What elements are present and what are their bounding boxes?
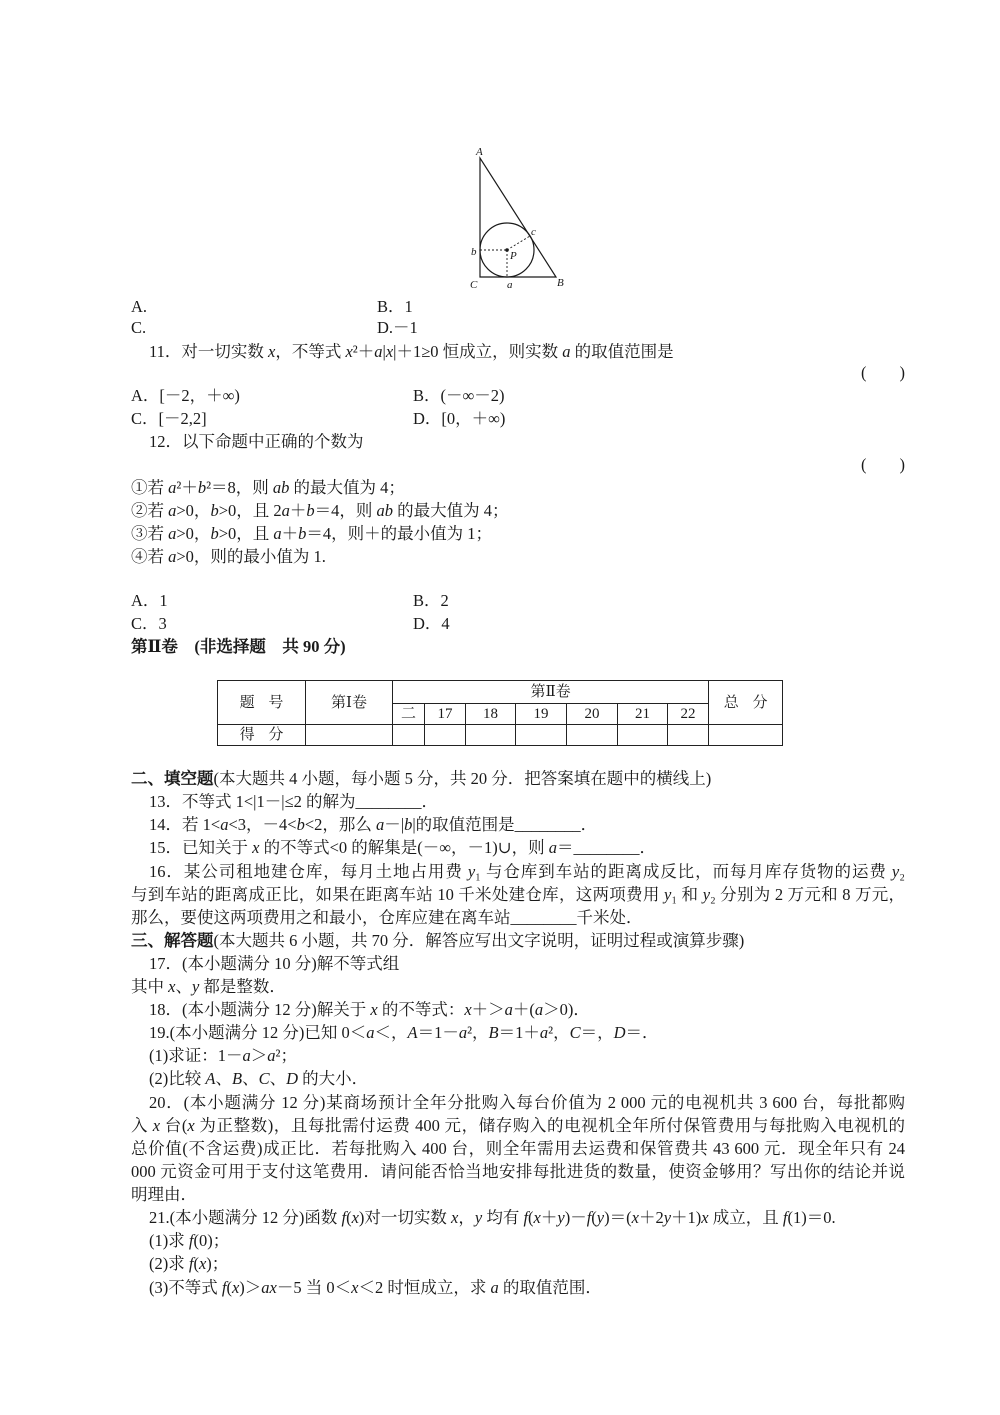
section2-header: [131, 769, 711, 789]
q18-stem: 18．(本小题满分 12 分)解关于 x 的不等式：x＋＞a＋(a＞0)．: [149, 1000, 590, 1019]
math-variable: a: [366, 1023, 375, 1042]
q19-stem: 19.(本小题满分 12 分)已知 0＜a＜，A＝1－a²，B＝1＋a²，C＝，D＝．: [149, 1023, 659, 1042]
part2-header: 第Ⅱ卷 (非选择题 共 90 分): [131, 637, 346, 656]
q10-option-a: A.: [131, 297, 148, 316]
math-variable: a: [168, 478, 177, 497]
math-variable: ab: [272, 478, 290, 497]
q11-option-d: D．[0，＋∞): [413, 409, 506, 428]
q12-option-d: D．4: [413, 614, 450, 633]
score-cell-21: [618, 725, 668, 746]
q12-statement-4: ④若 a>0，则的最小值为 1.: [131, 547, 326, 566]
math-variable: a: [242, 1046, 251, 1065]
math-variable: a: [168, 547, 177, 566]
math-variable: a: [168, 501, 177, 520]
q12-statement-1: ①若 a²＋b²＝8，则 ab 的最大值为 4；: [131, 478, 405, 497]
q11-stem: 11．对一切实数 x，不等式 x²＋a|x|＋1≥0 恒成立，则实数 a 的取值范围是: [149, 342, 674, 361]
incircle-triangle-figure: [462, 140, 572, 295]
q10-option-d: D.－1: [377, 318, 418, 337]
math-variable: x: [464, 1000, 472, 1019]
vertex-label-b: B: [557, 277, 564, 289]
score-row-label: 得 分: [218, 725, 306, 746]
math-variable: y: [891, 862, 900, 881]
math-variable: b: [404, 815, 413, 834]
math-variable: B: [488, 1023, 499, 1042]
q17-line-2: 其中 x、y 都是整数．: [131, 977, 286, 996]
math-variable: b: [298, 524, 307, 543]
math-variable: y: [663, 1208, 672, 1227]
math-variable: y: [596, 1208, 605, 1227]
center-label-p: P: [510, 250, 517, 262]
math-variable: b: [210, 501, 219, 520]
math-variable: a: [273, 524, 282, 543]
part2-col-19: 19: [516, 704, 567, 725]
score-cell-19: [516, 725, 567, 746]
math-variable: ax: [261, 1278, 277, 1297]
math-variable: x: [351, 1208, 359, 1227]
math-variable: C: [569, 1023, 581, 1042]
math-variable: x: [385, 342, 394, 361]
math-variable: x: [451, 1208, 459, 1227]
math-variable: f: [221, 1278, 227, 1297]
math-variable: b: [197, 478, 207, 497]
math-variable: A: [205, 1069, 216, 1088]
math-variable: a: [534, 1000, 544, 1019]
tangent-label-a: a: [507, 279, 513, 291]
math-variable: b: [306, 501, 315, 520]
math-variable: x: [187, 1116, 195, 1135]
triangle-abc: [480, 158, 556, 277]
q21-stem: 21.(本小题满分 12 分)函数 f(x)对一切实数 x，y 均有 f(x＋y)－f(y)＝(x＋2y＋1)x 成立，且 f(1)＝0.: [149, 1208, 836, 1227]
math-variable: f: [188, 1231, 194, 1250]
math-variable: y: [474, 1208, 483, 1227]
math-variable: x: [370, 1000, 378, 1019]
part2-col-2: 二: [393, 704, 425, 725]
math-variable: a: [220, 815, 229, 834]
q17-line-1: 17．(本小题满分 10 分)解不等式组: [149, 954, 400, 973]
q12-statement-2: ②若 a>0，b>0，且 2a＋b＝4，则 ab 的最大值为 4；: [131, 501, 509, 520]
q20-line-2: 入 x 台(x 为正整数)，且每批需付运费 400 元，储存购入的电视机全年所付保管费用与每批购入电视机的: [131, 1116, 906, 1135]
math-variable: x: [168, 977, 176, 996]
math-variable: a: [281, 501, 290, 520]
q12-stem: 12．以下命题中正确的个数为: [149, 432, 364, 451]
math-variable: B: [231, 1069, 243, 1088]
math-variable: x: [268, 342, 276, 361]
math-variable: y: [557, 1208, 565, 1227]
score-cell-2: [393, 725, 425, 746]
q20-line-5: 明理由．: [131, 1185, 197, 1204]
q14-stem: 14．若 1<a<3，－4<b<2，那么 a－|b|的取值范围是________．: [149, 815, 598, 834]
score-cell-total: [709, 725, 783, 746]
q12-option-b: B．2: [413, 591, 449, 610]
q21-part-2: (2)求 f(x)；: [149, 1254, 229, 1273]
math-variable: a: [490, 1278, 499, 1297]
part2-col-20: 20: [567, 704, 618, 725]
math-variable: f: [523, 1208, 529, 1227]
math-variable: a: [504, 1000, 513, 1019]
part2-col-21: 21: [618, 704, 668, 725]
math-variable: D: [286, 1069, 298, 1088]
math-variable: a: [562, 342, 571, 361]
tangent-label-c: c: [531, 226, 536, 238]
math-variable: f: [188, 1254, 194, 1273]
math-variable: x: [701, 1208, 709, 1227]
math-variable: x: [533, 1208, 541, 1227]
q10-option-b: B．1: [377, 297, 413, 316]
math-variable: a: [458, 1023, 468, 1042]
section3-header: [131, 931, 744, 951]
math-variable: a: [548, 838, 557, 857]
q13-stem: 13．不等式 1<|1－|≤2 的解为________．: [149, 792, 438, 811]
math-variable: x: [152, 1116, 161, 1135]
q12-option-c: C．3: [131, 614, 167, 633]
section2-title: 二、填空题: [131, 769, 214, 788]
math-variable: a: [267, 1046, 276, 1065]
q21-part-3: (3)不等式 f(x)＞ax－5 当 0＜x＜2 时恒成立，求 a 的取值范围．: [149, 1278, 602, 1297]
math-variable: y: [191, 977, 200, 996]
math-variable: y: [664, 885, 672, 904]
center-point-p: [505, 248, 509, 252]
math-variable: f: [782, 1208, 788, 1227]
section3-note: (本大题共 6 小题，共 70 分．解答应写出文字说明，证明过程或演算步骤): [213, 931, 745, 950]
part2-col-18: 18: [466, 704, 516, 725]
math-variable: x: [252, 838, 260, 857]
math-variable: x: [631, 1208, 639, 1227]
math-variable: D: [613, 1023, 626, 1042]
math-variable: f: [341, 1208, 347, 1227]
radius-to-c: [507, 236, 530, 250]
math-variable: b: [210, 524, 219, 543]
q20-line-1: 20．(本小题满分 12 分)某商场预计全年分批购入每台价值为 2 000 元的电视机共 3 600 台，每批都购: [149, 1093, 905, 1112]
q10-option-c: C.: [131, 318, 147, 337]
q11-answer-bracket: ( ): [861, 363, 905, 382]
score-row: [218, 725, 783, 746]
math-variable: a: [376, 815, 385, 834]
q12-statement-3: ③若 a>0，b>0，且 a＋b＝4，则＋的最小值为 1；: [131, 524, 492, 543]
q21-part-1: (1)求 f(0)；: [149, 1231, 230, 1250]
vertex-label-a: A: [476, 146, 483, 158]
part2-col-17: 17: [425, 704, 466, 725]
math-variable: a: [168, 524, 177, 543]
score-cell-22: [668, 725, 709, 746]
tangent-label-b: b: [471, 246, 477, 258]
q16-line-2: 与到车站的距离成正比，如果在距离车站 10 千米处建仓库，这两项费用 y₁ 和 y₂ 分别为 2 万元和 8 万元，: [131, 885, 905, 904]
math-variable: b: [296, 815, 305, 834]
question-number-header: 题 号: [218, 681, 306, 725]
q11-option-a: A．[－2，＋∞): [131, 386, 240, 405]
math-variable: f: [586, 1208, 592, 1227]
math-variable: x: [198, 1254, 207, 1273]
math-variable: C: [258, 1069, 270, 1088]
math-variable: x: [231, 1278, 240, 1297]
part1-column-header: 第Ⅰ卷: [306, 681, 393, 725]
q19-part-2: (2)比较 A、B、C、D 的大小．: [149, 1069, 369, 1088]
q11-option-c: C．[－2,2]: [131, 409, 207, 428]
math-variable: a: [539, 1023, 549, 1042]
q12-answer-bracket: ( ): [861, 455, 905, 474]
score-cell-part1: [306, 725, 393, 746]
q12-option-a: A．1: [131, 591, 168, 610]
q15-stem: 15．已知关于 x 的不等式<0 的解集是(－∞，－1)∪，则 a＝________．: [149, 838, 656, 857]
q20-line-3: 总价值(不含运费)成正比．若每批购入 400 台，则全年需用去运费和保管费共 43 600 元．现全年只有 24: [131, 1139, 905, 1158]
score-table: [217, 680, 783, 746]
part2-col-22: 22: [668, 704, 709, 725]
score-cell-18: [466, 725, 516, 746]
score-cell-17: [425, 725, 466, 746]
math-variable: x: [345, 342, 353, 361]
q16-line-3: 那么，要使这两项费用之和最小，仓库应建在离车站________千米处．: [131, 908, 643, 927]
q16-line-1: 16．某公司租地建仓库，每月土地占用费 y₁ 与仓库到车站的距离成反比，而每月库存货物的运费 y₂: [149, 862, 905, 881]
math-variable: y: [467, 862, 476, 881]
math-variable: ab: [376, 501, 393, 520]
math-variable: a: [374, 342, 383, 361]
math-variable: y: [702, 885, 711, 904]
vertex-label-c: C: [470, 279, 478, 291]
math-variable: A: [407, 1023, 418, 1042]
q19-part-1: (1)求证：1－a＞a²；: [149, 1046, 297, 1065]
section3-title: 三、解答题: [131, 931, 214, 950]
q20-line-4: 000 元资金可用于支付这笔费用．请问能否恰当地安排每批进货的数量，使资金够用？写出你的结论并说: [131, 1162, 905, 1181]
score-cell-20: [567, 725, 618, 746]
total-score-header: 总 分: [709, 681, 783, 725]
score-table-header-row: [218, 681, 783, 704]
part2-column-header: 第Ⅱ卷: [393, 681, 709, 704]
q11-option-b: B．(－∞－2): [413, 386, 505, 405]
section2-note: (本大题共 4 小题，每小题 5 分，共 20 分．把答案填在题中的横线上): [213, 769, 712, 788]
math-variable: x: [351, 1278, 359, 1297]
